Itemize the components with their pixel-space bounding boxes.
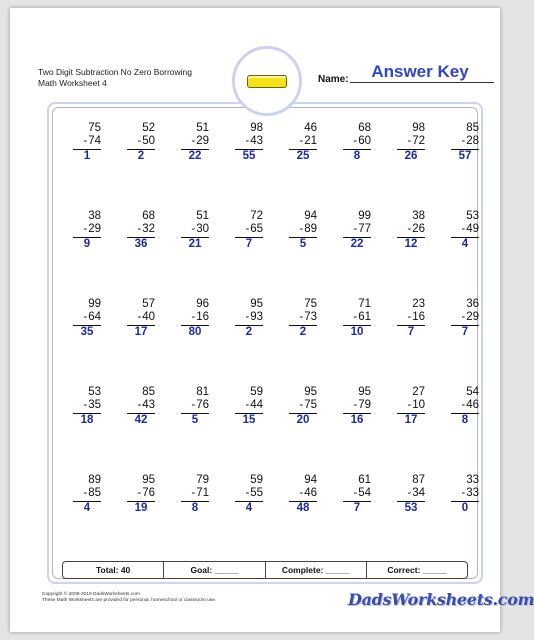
copyright-line: Copyright © 2008-2019 DadsWorksheets.com <box>42 592 140 597</box>
minus-sign: - <box>137 399 142 411</box>
minus-sign: - <box>353 135 358 147</box>
answer: 16 <box>350 414 364 426</box>
answer: 4 <box>83 502 91 514</box>
answer: 57 <box>458 150 472 162</box>
subtrahend: 44 <box>250 399 263 411</box>
answer: 2 <box>137 150 145 162</box>
subtrahend: 30 <box>196 223 209 235</box>
answer: 26 <box>404 150 418 162</box>
subtrahend: 43 <box>250 135 263 147</box>
problem <box>121 210 155 250</box>
usage-line: These Math Worksheets are provided for personal, homeschool or classroom use. <box>42 598 217 603</box>
worksheet-page <box>10 8 534 632</box>
problem <box>283 386 317 426</box>
problem <box>229 386 263 426</box>
problem <box>229 210 263 250</box>
subtrahend: 28 <box>466 135 479 147</box>
answer: 35 <box>80 326 94 338</box>
subtrahend: 76 <box>196 399 209 411</box>
minus-badge <box>232 46 302 116</box>
problem <box>67 474 101 514</box>
minus-sign: - <box>83 223 88 235</box>
stat-total: Total: 40 <box>63 562 164 578</box>
problem <box>445 386 479 426</box>
minus-sign: - <box>83 311 88 323</box>
minuend: 75 <box>88 122 101 134</box>
minuend: 95 <box>358 386 371 398</box>
minus-sign: - <box>245 311 250 323</box>
problem <box>445 474 479 514</box>
minuend: 95 <box>142 474 155 486</box>
answer: 7 <box>245 238 253 250</box>
problem <box>175 474 209 514</box>
answer: 10 <box>350 326 364 338</box>
answer: 25 <box>296 150 310 162</box>
stat-correct: Correct: _____ <box>387 565 447 575</box>
minuend: 27 <box>412 386 425 398</box>
minuend: 95 <box>304 386 317 398</box>
answer: 17 <box>134 326 148 338</box>
answer: 1 <box>83 150 91 162</box>
problem <box>391 122 425 162</box>
minus-sign: - <box>245 135 250 147</box>
minuend: 59 <box>250 474 263 486</box>
minuend: 61 <box>358 474 371 486</box>
minus-sign: - <box>245 223 250 235</box>
answer: 12 <box>404 238 418 250</box>
answer: 5 <box>191 414 199 426</box>
minuend: 95 <box>250 298 263 310</box>
minuend: 23 <box>412 298 425 310</box>
answer: 17 <box>404 414 418 426</box>
name-line <box>350 82 494 83</box>
minuend: 99 <box>88 298 101 310</box>
answer: 0 <box>461 502 469 514</box>
problem <box>67 386 101 426</box>
minus-sign: - <box>461 135 466 147</box>
worksheet-title-line1: Two Digit Subtraction No Zero Borrowing <box>38 67 193 77</box>
minuend: 98 <box>412 122 425 134</box>
minus-sign: - <box>461 311 466 323</box>
subtrahend: 89 <box>304 223 317 235</box>
problem <box>391 298 425 338</box>
minus-sign: - <box>191 311 196 323</box>
minuend: 87 <box>412 474 425 486</box>
subtrahend: 26 <box>412 223 425 235</box>
answer: 20 <box>296 414 310 426</box>
minuend: 85 <box>466 122 479 134</box>
minuend: 59 <box>250 386 263 398</box>
answer: 15 <box>242 414 256 426</box>
minuend: 96 <box>196 298 209 310</box>
answer: 18 <box>80 414 94 426</box>
subtrahend: 55 <box>250 487 263 499</box>
subtrahend: 60 <box>358 135 371 147</box>
subtrahend: 40 <box>142 311 155 323</box>
minus-sign: - <box>83 487 88 499</box>
minus-sign: - <box>461 487 466 499</box>
minuend: 57 <box>142 298 155 310</box>
minus-sign: - <box>191 399 196 411</box>
problem <box>121 122 155 162</box>
answer: 5 <box>299 238 307 250</box>
problem <box>391 210 425 250</box>
subtrahend: 76 <box>142 487 155 499</box>
subtrahend: 29 <box>466 311 479 323</box>
problem <box>229 474 263 514</box>
minus-sign-icon <box>247 75 287 88</box>
minus-sign: - <box>83 135 88 147</box>
subtrahend: 33 <box>466 487 479 499</box>
subtrahend: 34 <box>412 487 425 499</box>
subtrahend: 93 <box>250 311 263 323</box>
answer: 48 <box>296 502 310 514</box>
problem <box>121 298 155 338</box>
minus-sign: - <box>353 399 358 411</box>
minuend: 68 <box>358 122 371 134</box>
minus-sign: - <box>353 223 358 235</box>
answer: 4 <box>461 238 469 250</box>
minuend: 54 <box>466 386 479 398</box>
answer: 2 <box>299 326 307 338</box>
minus-sign: - <box>299 311 304 323</box>
minuend: 81 <box>196 386 209 398</box>
minus-sign: - <box>137 135 142 147</box>
problem <box>175 298 209 338</box>
answer: 8 <box>353 150 361 162</box>
subtrahend: 77 <box>358 223 371 235</box>
problem <box>391 474 425 514</box>
answer: 21 <box>188 238 202 250</box>
minuend: 53 <box>466 210 479 222</box>
subtrahend: 85 <box>88 487 101 499</box>
minus-sign: - <box>407 223 412 235</box>
minuend: 94 <box>304 474 317 486</box>
subtrahend: 65 <box>250 223 263 235</box>
problem <box>67 298 101 338</box>
subtrahend: 32 <box>142 223 155 235</box>
minus-sign: - <box>137 311 142 323</box>
minus-sign: - <box>407 487 412 499</box>
minuend: 68 <box>142 210 155 222</box>
minus-sign: - <box>299 487 304 499</box>
answer: 42 <box>134 414 148 426</box>
subtrahend: 29 <box>88 223 101 235</box>
minus-sign: - <box>137 487 142 499</box>
answer: 9 <box>83 238 91 250</box>
minuend: 94 <box>304 210 317 222</box>
subtrahend: 21 <box>304 135 317 147</box>
answer: 22 <box>350 238 364 250</box>
minuend: 51 <box>196 210 209 222</box>
subtrahend: 50 <box>142 135 155 147</box>
minuend: 85 <box>142 386 155 398</box>
problem <box>229 122 263 162</box>
minuend: 51 <box>196 122 209 134</box>
minuend: 89 <box>88 474 101 486</box>
problem <box>391 386 425 426</box>
problem <box>337 298 371 338</box>
minuend: 98 <box>250 122 263 134</box>
minus-sign: - <box>83 399 88 411</box>
minus-sign: - <box>407 399 412 411</box>
stat-goal: Goal: _____ <box>164 562 265 578</box>
minus-sign: - <box>461 399 466 411</box>
subtrahend: 71 <box>196 487 209 499</box>
subtrahend: 16 <box>412 311 425 323</box>
problem <box>283 474 317 514</box>
subtrahend: 29 <box>196 135 209 147</box>
minuend: 52 <box>142 122 155 134</box>
minuend: 75 <box>304 298 317 310</box>
problem <box>67 210 101 250</box>
subtrahend: 43 <box>142 399 155 411</box>
minus-sign: - <box>299 135 304 147</box>
answer: 7 <box>353 502 361 514</box>
problem <box>175 210 209 250</box>
subtrahend: 46 <box>304 487 317 499</box>
subtrahend: 64 <box>88 311 101 323</box>
subtrahend: 75 <box>304 399 317 411</box>
minuend: 72 <box>250 210 263 222</box>
answer: 2 <box>245 326 253 338</box>
subtrahend: 35 <box>88 399 101 411</box>
minuend: 38 <box>88 210 101 222</box>
subtrahend: 46 <box>466 399 479 411</box>
worksheet-title-line2: Math Worksheet 4 <box>38 78 107 88</box>
problem <box>283 210 317 250</box>
subtrahend: 73 <box>304 311 317 323</box>
answer: 55 <box>242 150 256 162</box>
problem <box>337 386 371 426</box>
minuend: 36 <box>466 298 479 310</box>
subtrahend: 16 <box>196 311 209 323</box>
answer: 8 <box>191 502 199 514</box>
problem <box>337 210 371 250</box>
subtrahend: 10 <box>412 399 425 411</box>
minuend: 71 <box>358 298 371 310</box>
answer: 7 <box>461 326 469 338</box>
minus-sign: - <box>191 487 196 499</box>
problem <box>67 122 101 162</box>
problem <box>283 298 317 338</box>
minus-sign: - <box>245 487 250 499</box>
minus-sign: - <box>353 487 358 499</box>
problem <box>121 386 155 426</box>
problems-frame <box>47 102 483 584</box>
problem <box>445 210 479 250</box>
minuend: 38 <box>412 210 425 222</box>
name-label: Name: <box>318 74 349 85</box>
answer: 53 <box>404 502 418 514</box>
problem <box>445 122 479 162</box>
answer-key-heading: Answer Key <box>371 62 469 81</box>
problem <box>337 122 371 162</box>
problem <box>283 122 317 162</box>
answer: 22 <box>188 150 202 162</box>
problem <box>121 474 155 514</box>
minuend: 33 <box>466 474 479 486</box>
stats-bar <box>62 561 468 579</box>
minus-sign: - <box>407 135 412 147</box>
minuend: 46 <box>304 122 317 134</box>
subtrahend: 61 <box>358 311 371 323</box>
subtrahend: 49 <box>466 223 479 235</box>
problem <box>229 298 263 338</box>
answer: 36 <box>134 238 148 250</box>
answer: 19 <box>134 502 148 514</box>
minus-sign: - <box>407 311 412 323</box>
minus-sign: - <box>191 135 196 147</box>
subtrahend: 72 <box>412 135 425 147</box>
problem <box>337 474 371 514</box>
brand-logo: DadsWorksheets.com <box>348 590 534 609</box>
worksheet-title <box>38 67 192 89</box>
stat-complete: Complete: _____ <box>266 562 367 578</box>
minus-sign: - <box>299 399 304 411</box>
minuend: 53 <box>88 386 101 398</box>
minus-sign: - <box>245 399 250 411</box>
subtrahend: 74 <box>88 135 101 147</box>
minus-sign: - <box>191 223 196 235</box>
minus-sign: - <box>461 223 466 235</box>
minus-sign: - <box>137 223 142 235</box>
minus-sign: - <box>299 223 304 235</box>
copyright-footer <box>42 592 216 604</box>
answer: 4 <box>245 502 253 514</box>
problem <box>175 122 209 162</box>
minuend: 99 <box>358 210 371 222</box>
answer: 80 <box>188 326 202 338</box>
minus-sign: - <box>353 311 358 323</box>
subtrahend: 54 <box>358 487 371 499</box>
problem <box>175 386 209 426</box>
subtrahend: 79 <box>358 399 371 411</box>
problem <box>445 298 479 338</box>
answer: 7 <box>407 326 415 338</box>
answer: 8 <box>461 414 469 426</box>
minuend: 79 <box>196 474 209 486</box>
